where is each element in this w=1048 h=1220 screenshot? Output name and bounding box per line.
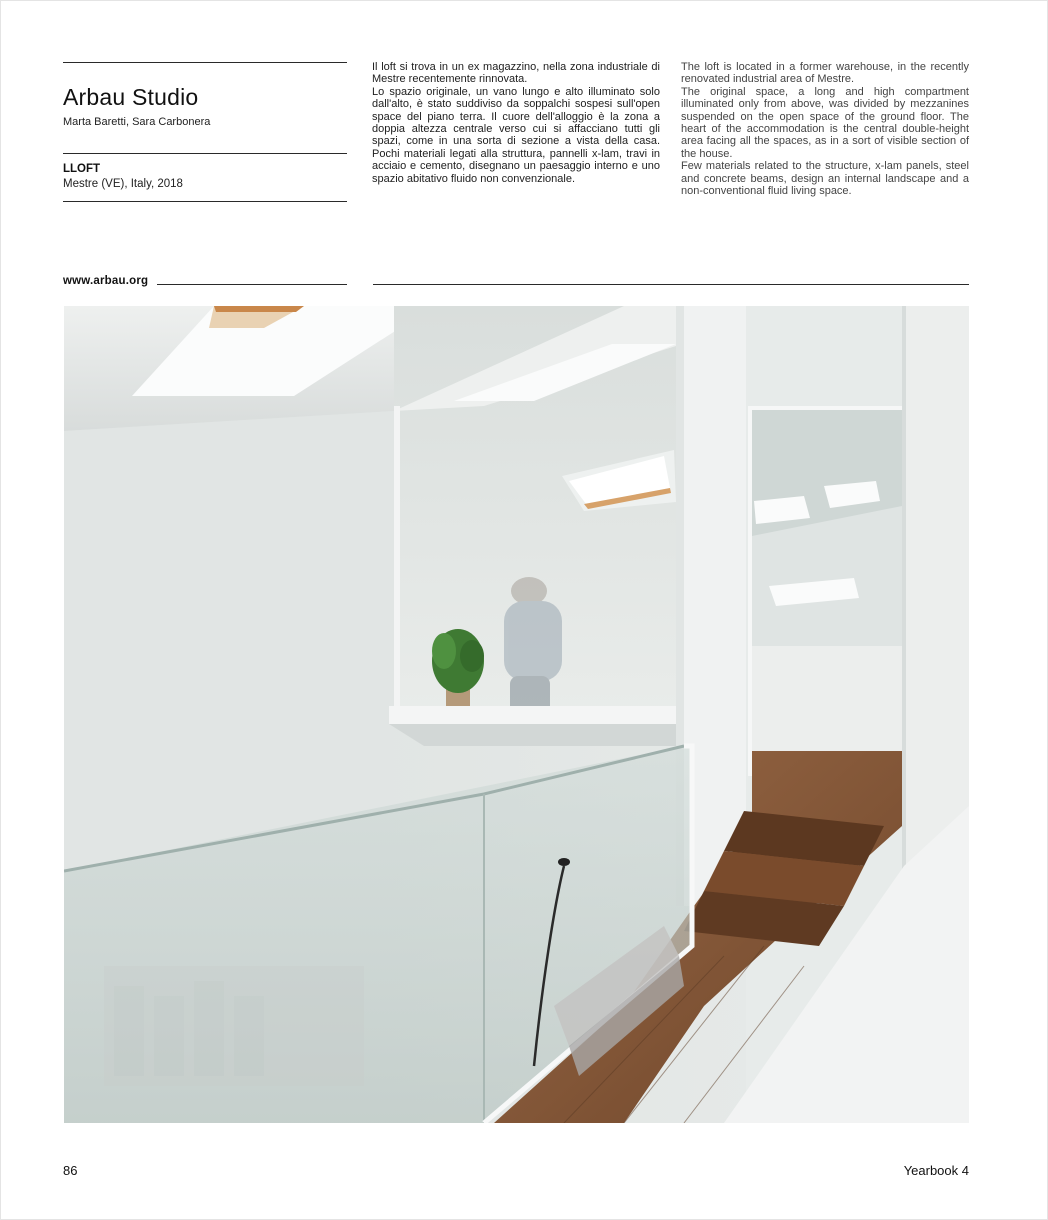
website-link[interactable]: www.arbau.org: [63, 275, 149, 287]
english-paragraph-2: The original space, a long and high compartment illuminated only from above, was divided by mezzanines suspended on the open space of the ground floor. The heart of the accommodation is the central double-height area facing all the spaces, as in a sort of visible section of the house.: [681, 85, 969, 160]
interior-photo: [64, 306, 969, 1123]
english-text-column: [681, 61, 969, 197]
italian-text-column: [372, 61, 660, 185]
page-number: 86: [63, 1163, 78, 1178]
authors: Marta Baretti, Sara Carbonera: [63, 116, 211, 128]
website-rule: [157, 284, 347, 285]
italian-paragraph-1: Il loft si trova in un ex magazzino, nella zona industriale di Mestre recentemente rinnovata.: [372, 61, 660, 86]
italian-paragraph-2: Lo spazio originale, un vano lungo e alto illuminato solo dall'alto, è stato suddiviso da soppalchi sospesi sull'open space del piano terra. Il cuore dell'alloggio è la zona a doppia altezza centrale verso cui si affacciano tutti gli spazi, come in una sorta di sezione a vista della casa. Pochi materiali legati alla struttura, pannelli x-lam, travi in acciaio e cemento, disegnano un paesaggio interno e uno spazio abitativo fluido non convenzionale.: [372, 85, 660, 185]
bottom-rule-left: [63, 201, 347, 202]
project-name: LLOFT: [63, 163, 101, 175]
top-rule-left: [63, 62, 347, 63]
english-paragraph-3: Few materials related to the structure, x-lam panels, steel and concrete beams, design an internal landscape and a non-conventional fluid living space.: [681, 160, 969, 198]
publication-title: Yearbook 4: [903, 1163, 969, 1178]
mid-rule-left: [63, 153, 347, 154]
project-location: Mestre (VE), Italy, 2018: [63, 178, 183, 190]
right-rule: [373, 284, 969, 285]
studio-name: Arbau Studio: [63, 84, 199, 110]
interior-illustration: [64, 306, 969, 1123]
english-paragraph-1: The loft is located in a former warehouse, in the recently renovated industrial area of Mestre.: [681, 61, 969, 86]
